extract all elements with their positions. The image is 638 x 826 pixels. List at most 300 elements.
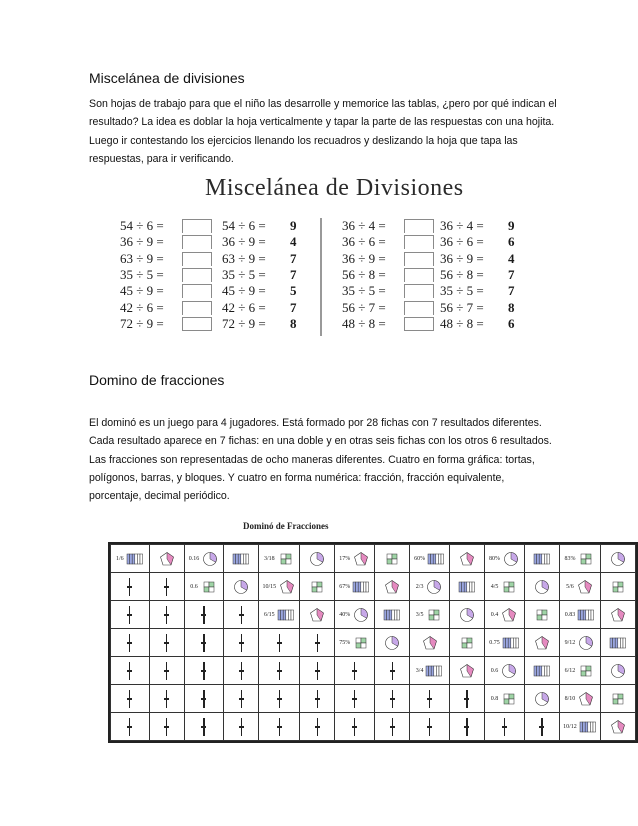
domino-empty-cell (300, 713, 335, 741)
division-answer: 7 (508, 283, 515, 299)
fraction-label: 0.16 (188, 555, 200, 562)
division-expression: 36 ÷ 4 = (342, 218, 386, 234)
division-expression: 42 ÷ 6 = (120, 299, 164, 315)
domino-empty-cell (259, 657, 300, 685)
polygon-fraction-icon (421, 635, 439, 651)
worksheet-row (222, 316, 297, 332)
domino-empty-cell (224, 657, 259, 685)
answer-box[interactable] (182, 317, 212, 331)
domino-empty-cell (111, 573, 150, 601)
worksheet-row (222, 251, 297, 267)
division-expression: 54 ÷ 6 = (120, 218, 164, 234)
arrow-marker-icon (392, 662, 393, 680)
domino-tile-half (485, 545, 525, 573)
block-fraction-icon (609, 691, 627, 707)
division-expression: 36 ÷ 9 = (120, 234, 164, 250)
arrow-marker-icon (129, 606, 130, 624)
domino-tile-half (375, 545, 410, 573)
worksheet-row (440, 251, 515, 267)
domino-tile-half (300, 601, 335, 629)
domino-tile-half (485, 629, 525, 657)
domino-empty-cell (259, 629, 300, 657)
division-expression: 36 ÷ 9 = (440, 250, 484, 266)
answer-box[interactable] (182, 252, 212, 266)
pie-fraction-icon (577, 635, 595, 651)
block-fraction-icon (500, 691, 518, 707)
pie-fraction-icon (502, 551, 520, 567)
division-answer: 6 (508, 315, 515, 331)
domino-tile-half (559, 657, 600, 685)
arrow-marker-icon (203, 718, 204, 736)
domino-tile-half (600, 657, 635, 685)
worksheet-col-left-answers (222, 218, 297, 332)
arrow-marker-icon (392, 690, 393, 708)
pie-fraction-icon (383, 635, 401, 651)
arrow-marker-icon (129, 634, 130, 652)
pie-fraction-icon (232, 579, 250, 595)
worksheet-row (342, 251, 434, 267)
domino-empty-cell (335, 713, 375, 741)
pie-fraction-icon (352, 607, 370, 623)
arrow-marker-icon (241, 606, 242, 624)
bar-fraction-icon (425, 663, 443, 679)
fraction-label: 4/5 (490, 583, 499, 590)
domino-empty-cell (375, 685, 410, 713)
answer-box[interactable] (404, 235, 434, 249)
domino-empty-cell (224, 685, 259, 713)
bar-fraction-icon (502, 635, 520, 651)
fraction-label: 3/5 (415, 611, 424, 618)
division-expression: 56 ÷ 8 = (440, 267, 484, 283)
arrow-marker-icon (392, 718, 393, 736)
division-expression: 45 ÷ 9 = (222, 283, 266, 299)
fraction-label: 67% (339, 583, 351, 590)
bar-fraction-icon (352, 579, 370, 595)
block-fraction-icon (277, 551, 295, 567)
domino-tile-half (224, 545, 259, 573)
fraction-label: 10/15 (262, 583, 277, 590)
division-expression: 56 ÷ 7 = (440, 299, 484, 315)
arrow-marker-icon (166, 690, 167, 708)
arrow-marker-icon (166, 718, 167, 736)
worksheet-row (222, 299, 297, 315)
domino-empty-cell (450, 685, 485, 713)
worksheet-col-left-problems (120, 218, 212, 332)
worksheet-row (222, 283, 297, 299)
arrow-marker-icon (279, 718, 280, 736)
worksheet-row (342, 234, 434, 250)
block-fraction-icon (425, 607, 443, 623)
division-answer: 4 (508, 250, 515, 266)
polygon-fraction-icon (383, 579, 401, 595)
division-expression: 48 ÷ 8 = (342, 315, 386, 331)
answer-box[interactable] (182, 219, 212, 233)
domino-tile-half (525, 685, 560, 713)
fraction-label: 6/15 (263, 611, 275, 618)
domino-tile-half (224, 573, 259, 601)
domino-tile-half (410, 573, 450, 601)
worksheet-row (222, 234, 297, 250)
pie-fraction-icon (533, 691, 551, 707)
domino-empty-cell (335, 657, 375, 685)
domino-tile-half (559, 573, 600, 601)
worksheet-row (342, 267, 434, 283)
arrow-marker-icon (429, 690, 430, 708)
pie-fraction-icon (308, 551, 326, 567)
domino-empty-cell (184, 629, 224, 657)
domino-empty-cell (224, 629, 259, 657)
answer-box[interactable] (404, 301, 434, 315)
arrow-marker-icon (241, 718, 242, 736)
fraction-label: 0.75 (489, 639, 500, 646)
domino-empty-cell (410, 685, 450, 713)
division-expression: 36 ÷ 6 = (342, 234, 386, 250)
division-answer: 6 (508, 234, 515, 250)
domino-empty-cell (335, 685, 375, 713)
division-expression: 35 ÷ 5 = (120, 267, 164, 283)
domino-empty-cell (111, 601, 150, 629)
division-expression: 72 ÷ 9 = (120, 315, 164, 331)
worksheet-row (440, 218, 515, 234)
fraction-label: 1/6 (116, 555, 124, 562)
fraction-label: 6/12 (564, 667, 576, 674)
worksheet-row (120, 267, 212, 283)
division-answer: 7 (290, 267, 297, 283)
worksheet-row (440, 316, 515, 332)
arrow-marker-icon (129, 718, 130, 736)
fraction-label: 3/18 (263, 555, 275, 562)
domino-empty-cell (485, 713, 525, 741)
division-answer: 9 (508, 218, 515, 234)
worksheet-row (342, 299, 434, 315)
domino-empty-cell (224, 601, 259, 629)
pie-fraction-icon (609, 551, 627, 567)
arrow-marker-icon (129, 662, 130, 680)
domino-tile-half (485, 573, 525, 601)
domino-row (111, 657, 636, 685)
domino-empty-cell (149, 713, 184, 741)
division-expression: 48 ÷ 8 = (440, 315, 484, 331)
domino-tile-half (485, 601, 525, 629)
polygon-fraction-icon (308, 607, 326, 623)
arrow-marker-icon (166, 578, 167, 596)
polygon-fraction-icon (609, 607, 627, 623)
section-heading-domino: Domino de fracciones (89, 372, 225, 388)
domino-tile-half (600, 601, 635, 629)
domino-tile-half (525, 545, 560, 573)
fraction-label: 0.8 (490, 695, 499, 702)
polygon-fraction-icon (458, 663, 476, 679)
worksheet-row (440, 234, 515, 250)
arrow-marker-icon (466, 718, 467, 736)
domino-row (111, 545, 636, 573)
bar-fraction-icon (383, 607, 401, 623)
arrow-marker-icon (203, 690, 204, 708)
domino-tile-half (335, 573, 375, 601)
section-paragraph-divisiones: Son hojas de trabajo para que el niño las desarrolle y memorice las tablas, ¿pero por qué indican el resultado? La idea es doblar la hoja verticalmente y tapar la parte de las respuestas con una hojita. Luego ir contestando los ejercicios llenando los recuadros y deslizando la hoja que tapa las respuestas, para ir verificando. (89, 98, 557, 165)
arrow-marker-icon (241, 690, 242, 708)
domino-tile-half (525, 657, 560, 685)
fraction-label: 83% (564, 555, 576, 562)
domino-tile-half (525, 601, 560, 629)
arrow-marker-icon (166, 606, 167, 624)
division-expression: 35 ÷ 5 = (440, 283, 484, 299)
division-expression: 36 ÷ 9 = (342, 250, 386, 266)
arrow-marker-icon (317, 662, 318, 680)
domino-tile-half (559, 601, 600, 629)
block-fraction-icon (352, 635, 370, 651)
worksheet-row (120, 316, 212, 332)
domino-tile-half (259, 601, 300, 629)
bar-fraction-icon (533, 663, 551, 679)
fraction-label: 10/12 (563, 723, 577, 730)
domino-tile-half (600, 685, 635, 713)
arrow-marker-icon (129, 578, 130, 596)
pie-fraction-icon (533, 579, 551, 595)
arrow-marker-icon (203, 606, 204, 624)
worksheet-title: Miscelánea de Divisiones (205, 175, 464, 201)
worksheet-row (342, 316, 434, 332)
arrow-marker-icon (241, 634, 242, 652)
domino-empty-cell (410, 713, 450, 741)
domino-empty-cell (149, 629, 184, 657)
fraction-label: 60% (414, 555, 426, 562)
domino-tile-half (375, 629, 410, 657)
pie-fraction-icon (458, 607, 476, 623)
domino-tile-half (525, 573, 560, 601)
fraction-label: 3/4 (415, 667, 424, 674)
domino-empty-cell (149, 601, 184, 629)
domino-empty-cell (375, 657, 410, 685)
pie-fraction-icon (425, 579, 443, 595)
fraction-label: 75% (339, 639, 351, 646)
domino-tile-half (375, 573, 410, 601)
domino-tile-half (600, 573, 635, 601)
division-answer: 7 (508, 267, 515, 283)
worksheet-divider (320, 218, 322, 336)
block-fraction-icon (577, 663, 595, 679)
domino-tile-half (111, 545, 150, 573)
division-expression: 72 ÷ 9 = (222, 315, 266, 331)
domino-empty-cell (184, 713, 224, 741)
domino-tile-half (149, 545, 184, 573)
domino-tile-half (259, 545, 300, 573)
arrow-marker-icon (203, 634, 204, 652)
domino-empty-cell (450, 713, 485, 741)
answer-box[interactable] (404, 284, 434, 298)
polygon-fraction-icon (500, 607, 518, 623)
domino-row (111, 601, 636, 629)
domino-empty-cell (300, 685, 335, 713)
division-answer: 8 (290, 315, 297, 331)
domino-tile-half (300, 573, 335, 601)
domino-empty-cell (111, 657, 150, 685)
arrow-marker-icon (129, 690, 130, 708)
domino-tile-half (559, 629, 600, 657)
domino-row (111, 629, 636, 657)
worksheet-row (120, 218, 212, 234)
division-answer: 8 (508, 299, 515, 315)
domino-tile-half (559, 685, 600, 713)
division-answer: 4 (290, 234, 297, 250)
domino-tile-half (450, 573, 485, 601)
division-expression: 56 ÷ 7 = (342, 299, 386, 315)
domino-empty-cell (375, 713, 410, 741)
bar-fraction-icon (232, 551, 250, 567)
domino-tile-half (559, 545, 600, 573)
domino-tile-half (410, 601, 450, 629)
answer-box[interactable] (404, 268, 434, 282)
domino-tile-half (600, 629, 635, 657)
arrow-marker-icon (241, 662, 242, 680)
domino-tile-half (485, 685, 525, 713)
pie-fraction-icon (609, 663, 627, 679)
block-fraction-icon (500, 579, 518, 595)
bar-fraction-icon (458, 579, 476, 595)
answer-box[interactable] (404, 317, 434, 331)
division-expression: 63 ÷ 9 = (120, 250, 164, 266)
answer-box[interactable] (182, 268, 212, 282)
bar-fraction-icon (427, 551, 445, 567)
domino-tile-half (410, 629, 450, 657)
arrow-marker-icon (354, 718, 355, 736)
bar-fraction-icon (609, 635, 627, 651)
domino-tile-half (300, 545, 335, 573)
domino-tile-half (559, 713, 600, 741)
arrow-marker-icon (429, 718, 430, 736)
answer-box[interactable] (182, 284, 212, 298)
polygon-fraction-icon (158, 551, 176, 567)
domino-empty-cell (111, 685, 150, 713)
division-expression: 45 ÷ 9 = (120, 283, 164, 299)
polygon-fraction-icon (576, 579, 594, 595)
division-expression: 35 ÷ 5 = (342, 283, 386, 299)
domino-empty-cell (111, 629, 150, 657)
answer-box[interactable] (182, 235, 212, 249)
block-fraction-icon (308, 579, 326, 595)
worksheet-row (222, 267, 297, 283)
fraction-label: 17% (339, 555, 351, 562)
answer-box[interactable] (404, 252, 434, 266)
division-expression: 35 ÷ 5 = (222, 267, 266, 283)
domino-empty-cell (184, 657, 224, 685)
domino-empty-cell (111, 713, 150, 741)
domino-tile-half (410, 657, 450, 685)
fraction-label: 0.6 (190, 583, 198, 590)
bar-fraction-icon (577, 607, 595, 623)
worksheet-row (440, 267, 515, 283)
domino-tile-half (335, 601, 375, 629)
fraction-label: 9/12 (564, 639, 576, 646)
domino-tile-half (600, 713, 635, 741)
domino-empty-cell (149, 573, 184, 601)
domino-tile-half (184, 545, 224, 573)
domino-tile-half (335, 629, 375, 657)
fraction-label: 0.4 (490, 611, 499, 618)
domino-tile-half (485, 657, 525, 685)
worksheet-row (342, 283, 434, 299)
domino-empty-cell (184, 601, 224, 629)
domino-tile-half (450, 629, 485, 657)
fraction-label: 0.6 (490, 667, 499, 674)
block-fraction-icon (200, 579, 218, 595)
domino-tile-half (375, 601, 410, 629)
block-fraction-icon (533, 607, 551, 623)
domino-tile-half (410, 545, 450, 573)
fraction-label: 0.83 (564, 611, 576, 618)
domino-empty-cell (149, 685, 184, 713)
section-paragraph-domino: El dominó es un juego para 4 jugadores. Está formado por 28 fichas con 7 resultados diferentes. Cada resultado aparece en 7 fichas: en una doble y en otras seis fichas con los otros 6 resultados. Las fracciones son representadas de ocho maneras diferentes. Cuatro en forma gráfica: tortas, polígonos, barras, y bloques. Y cuatro en forma numérica: fracción, fracción equivalente, porcentaje, decimal periódico. (89, 417, 552, 503)
section-heading-divisiones: Miscelánea de divisiones (89, 70, 245, 86)
fraction-label: 80% (489, 555, 501, 562)
division-expression: 54 ÷ 6 = (222, 218, 266, 234)
division-answer: 7 (290, 299, 297, 315)
domino-tile-half (259, 573, 300, 601)
worksheet-col-right-problems (342, 218, 434, 332)
answer-box[interactable] (404, 219, 434, 233)
worksheet-col-right-answers (440, 218, 515, 332)
arrow-marker-icon (504, 718, 505, 736)
division-expression: 56 ÷ 8 = (342, 267, 386, 283)
worksheet-row (342, 218, 434, 234)
domino-tile-half (600, 545, 635, 573)
domino-empty-cell (300, 629, 335, 657)
division-answer: 5 (290, 283, 297, 299)
arrow-marker-icon (354, 690, 355, 708)
answer-box[interactable] (182, 301, 212, 315)
division-expression: 36 ÷ 4 = (440, 218, 484, 234)
polygon-fraction-icon (458, 551, 476, 567)
polygon-fraction-icon (278, 579, 296, 595)
domino-grid (108, 542, 638, 743)
division-answer: 9 (290, 218, 297, 234)
domino-tile-half (335, 545, 375, 573)
polygon-fraction-icon (352, 551, 370, 567)
division-expression: 36 ÷ 9 = (222, 234, 266, 250)
arrow-marker-icon (466, 690, 467, 708)
block-fraction-icon (383, 551, 401, 567)
worksheet-row (120, 251, 212, 267)
polygon-fraction-icon (609, 719, 627, 735)
fraction-label: 40% (339, 611, 351, 618)
domino-empty-cell (259, 713, 300, 741)
worksheet-row (120, 283, 212, 299)
arrow-marker-icon (203, 662, 204, 680)
arrow-marker-icon (279, 634, 280, 652)
division-expression: 36 ÷ 6 = (440, 234, 484, 250)
arrow-marker-icon (166, 662, 167, 680)
pie-fraction-icon (500, 663, 518, 679)
worksheet-row (120, 299, 212, 315)
domino-row (111, 573, 636, 601)
fraction-label: 2/3 (415, 583, 424, 590)
arrow-marker-icon (317, 634, 318, 652)
domino-tile-half (450, 545, 485, 573)
block-fraction-icon (577, 551, 595, 567)
worksheet-row (120, 234, 212, 250)
arrow-marker-icon (317, 690, 318, 708)
domino-empty-cell (259, 685, 300, 713)
division-expression: 63 ÷ 9 = (222, 250, 266, 266)
polygon-fraction-icon (533, 635, 551, 651)
arrow-marker-icon (317, 718, 318, 736)
domino-row (111, 713, 636, 741)
arrow-marker-icon (166, 634, 167, 652)
domino-empty-cell (149, 657, 184, 685)
bar-fraction-icon (579, 719, 597, 735)
arrow-marker-icon (354, 662, 355, 680)
bar-fraction-icon (277, 607, 295, 623)
